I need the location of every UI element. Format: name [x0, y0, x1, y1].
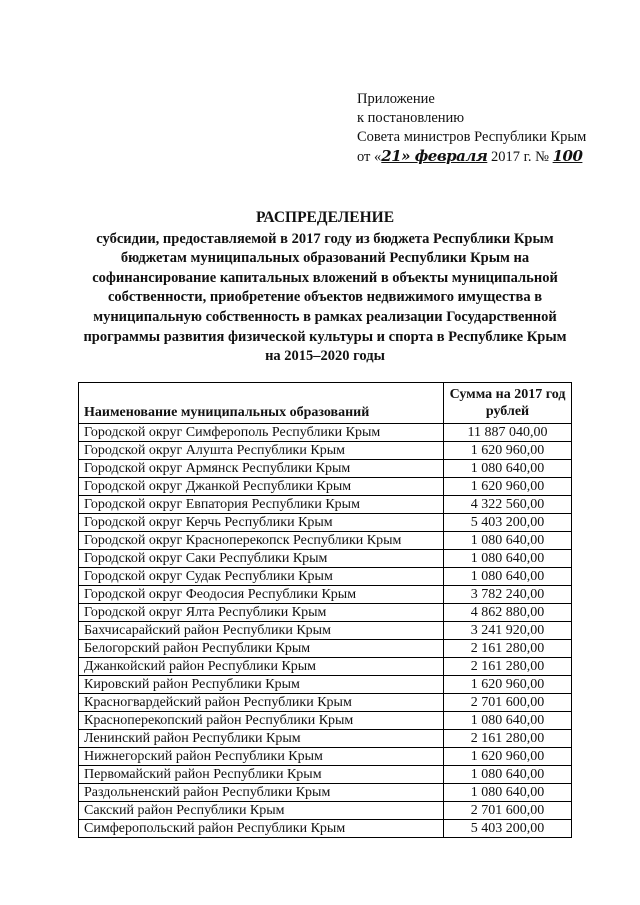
appendix-date-line: [357, 147, 586, 167]
municipality-name-cell: Городской округ Ялта Республики Крым: [79, 604, 444, 622]
municipality-name-cell: Белогорский район Республики Крым: [79, 640, 444, 658]
municipality-name-cell: Кировский район Республики Крым: [79, 676, 444, 694]
table-row: [79, 766, 572, 784]
table-row: [79, 604, 572, 622]
table-row: [79, 496, 572, 514]
municipality-name-cell: Городской округ Саки Республики Крым: [79, 550, 444, 568]
municipality-name-cell: Городской округ Симферополь Республики Крым: [79, 424, 444, 442]
appendix-line-2: к постановлению: [357, 110, 465, 126]
column-header-sum: [444, 383, 572, 424]
municipality-name-cell: Городской округ Алушта Республики Крым: [79, 442, 444, 460]
municipality-name-cell: Ленинский район Республики Крым: [79, 730, 444, 748]
amount-cell: 1 620 960,00: [444, 442, 572, 460]
handwritten-date: 21» февраля: [381, 147, 488, 165]
amount-cell: 1 080 640,00: [444, 712, 572, 730]
column-header-sum-line-1: Сумма на 2017 год: [449, 387, 566, 402]
handwritten-number: 100: [552, 147, 583, 165]
amount-cell: 1 080 640,00: [444, 766, 572, 784]
appendix-line-1: Приложение: [357, 91, 435, 107]
table-row: [79, 532, 572, 550]
municipality-name-cell: Городской округ Евпатория Республики Крым: [79, 496, 444, 514]
table-row: [79, 424, 572, 442]
title-line-1: субсидии, предоставляемой в 2017 году из бюджета Республики Крым: [96, 230, 554, 247]
municipality-name-cell: Городской округ Судак Республики Крым: [79, 568, 444, 586]
table-row: [79, 658, 572, 676]
appendix-line-3: Совета министров Республики Крым: [357, 129, 587, 145]
municipality-name-cell: Городской округ Армянск Республики Крым: [79, 460, 444, 478]
title-line-2: бюджетам муниципальных образований Республики Крым на: [120, 250, 530, 267]
amount-cell: 5 403 200,00: [444, 820, 572, 838]
table-row: [79, 586, 572, 604]
table-row: [79, 568, 572, 586]
municipality-name-cell: Раздольненский район Республики Крым: [79, 784, 444, 802]
table-row: [79, 784, 572, 802]
table-row: [79, 676, 572, 694]
amount-cell: 4 322 560,00: [444, 496, 572, 514]
municipality-name-cell: Первомайский район Республики Крым: [79, 766, 444, 784]
amount-cell: 1 080 640,00: [444, 532, 572, 550]
table-row: [79, 442, 572, 460]
municipality-name-cell: Сакский район Республики Крым: [79, 802, 444, 820]
municipality-name-cell: Нижнегорский район Республики Крым: [79, 748, 444, 766]
amount-cell: 1 080 640,00: [444, 460, 572, 478]
amount-cell: 2 161 280,00: [444, 730, 572, 748]
table-row: [79, 622, 572, 640]
municipality-name-cell: Городской округ Красноперекопск Республики Крым: [79, 532, 444, 550]
amount-cell: 1 080 640,00: [444, 550, 572, 568]
appendix-block: [357, 90, 586, 167]
title-line-6: программы развития физической культуры и спорта в Республике Крым: [83, 328, 567, 345]
title-heading: РАСПРЕДЕЛЕНИЕ: [255, 209, 395, 226]
distribution-table: [78, 382, 572, 838]
amount-cell: 3 241 920,00: [444, 622, 572, 640]
amount-cell: 5 403 200,00: [444, 514, 572, 532]
municipality-name-cell: Симферопольский район Республики Крым: [79, 820, 444, 838]
municipality-name-cell: Городской округ Феодосия Республики Крым: [79, 586, 444, 604]
amount-cell: 2 701 600,00: [444, 802, 572, 820]
amount-cell: 2 161 280,00: [444, 658, 572, 676]
amount-cell: 3 782 240,00: [444, 586, 572, 604]
amount-cell: 2 701 600,00: [444, 694, 572, 712]
municipality-name-cell: Бахчисарайский район Республики Крым: [79, 622, 444, 640]
table-row: [79, 694, 572, 712]
title-line-4: собственности, приобретение объектов недвижимого имущества в: [107, 289, 543, 306]
table-row: [79, 712, 572, 730]
table-row: [79, 478, 572, 496]
municipality-name-cell: Городской округ Керчь Республики Крым: [79, 514, 444, 532]
document-title: [60, 208, 590, 367]
column-header-sum-line-2: рублей: [485, 404, 530, 419]
title-line-3: софинансирование капитальных вложений в объекты муниципальной: [92, 269, 558, 286]
amount-cell: 1 080 640,00: [444, 568, 572, 586]
amount-cell: 11 887 040,00: [444, 424, 572, 442]
table-row: [79, 730, 572, 748]
amount-cell: 1 620 960,00: [444, 676, 572, 694]
date-year: 2017 г. №: [490, 149, 549, 165]
date-prefix: от «: [357, 149, 382, 165]
title-line-7: на 2015–2020 годы: [265, 348, 385, 365]
amount-cell: 1 080 640,00: [444, 784, 572, 802]
table-row: [79, 748, 572, 766]
table-row: [79, 514, 572, 532]
table-row: [79, 802, 572, 820]
table-row: [79, 460, 572, 478]
column-header-name: Наименование муниципальных образований: [79, 383, 444, 424]
amount-cell: 1 620 960,00: [444, 478, 572, 496]
amount-cell: 2 161 280,00: [444, 640, 572, 658]
municipality-name-cell: Красноперекопский район Республики Крым: [79, 712, 444, 730]
title-line-5: муниципальную собственность в рамках реализации Государственной: [93, 308, 557, 325]
amount-cell: 1 620 960,00: [444, 748, 572, 766]
table-row: [79, 550, 572, 568]
table-row: [79, 820, 572, 838]
municipality-name-cell: Красногвардейский район Республики Крым: [79, 694, 444, 712]
municipality-name-cell: Джанкойский район Республики Крым: [79, 658, 444, 676]
table-row: [79, 640, 572, 658]
table-header-row: [79, 383, 572, 424]
municipality-name-cell: Городской округ Джанкой Республики Крым: [79, 478, 444, 496]
amount-cell: 4 862 880,00: [444, 604, 572, 622]
